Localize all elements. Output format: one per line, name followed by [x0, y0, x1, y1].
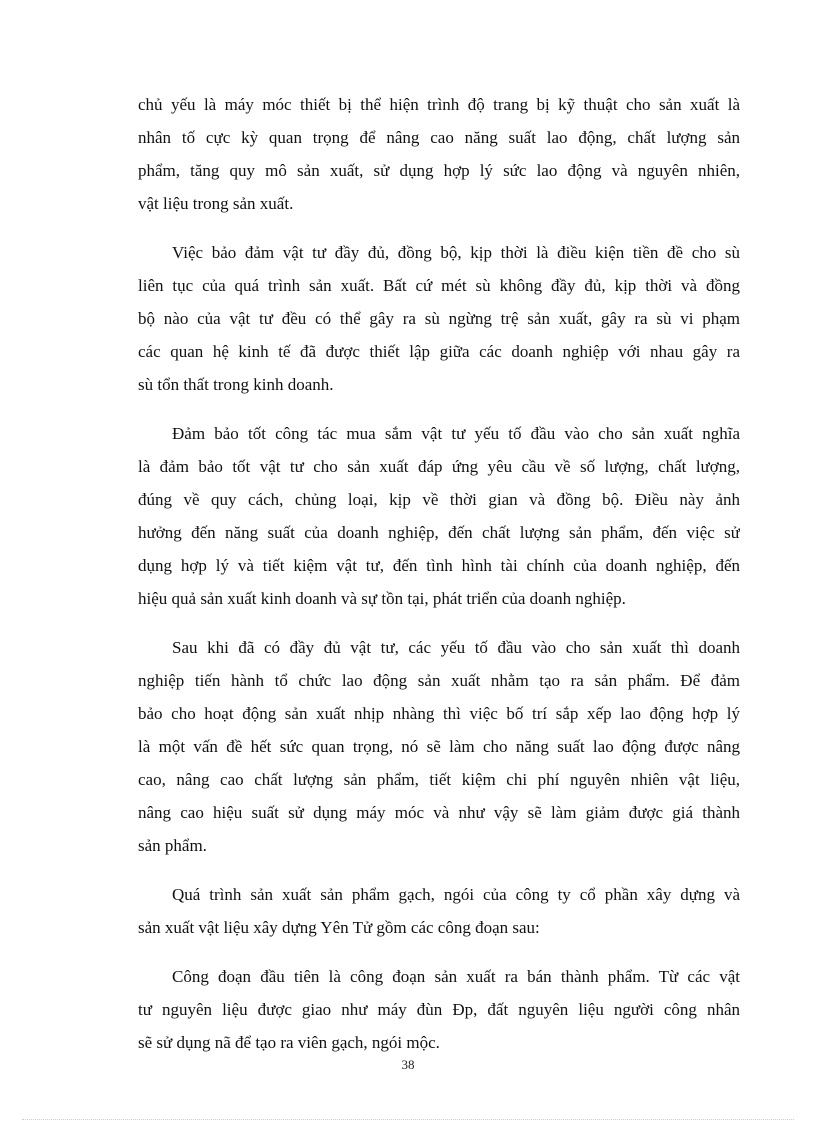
text-line: các quan hệ kinh tế đã được thiết lập giữa các doanh nghiệp với nhau gây ra	[138, 342, 740, 361]
document-body	[138, 88, 740, 1075]
text-line: Đảm bảo tốt công tác mua sắm vật tư yếu tố đầu vào cho sản xuất nghĩa	[172, 424, 740, 443]
text-line: phẩm, tăng quy mô sản xuất, sử dụng hợp lý sức lao động và nguyên nhiên,	[138, 161, 740, 180]
paragraph-5	[138, 878, 740, 944]
paragraph-4	[138, 631, 740, 862]
page-number: 38	[401, 1057, 415, 1072]
paragraph-2	[138, 236, 740, 401]
text-line: sù tổn thất trong kinh doanh.	[138, 375, 334, 394]
text-line: chủ yếu là máy móc thiết bị thể hiện trình độ trang bị kỹ thuật cho sản xuất là	[138, 95, 740, 114]
text-line: liên tục của quá trình sản xuất. Bất cứ mét sù không đầy đủ, kịp thời và đồng	[138, 276, 740, 295]
text-line: nghiệp tiến hành tổ chức lao động sản xuất nhằm tạo ra sản phẩm. Để đảm	[138, 671, 740, 690]
text-line: dụng hợp lý và tiết kiệm vật tư, đến tình hình tài chính của doanh nghiệp, đến	[138, 556, 740, 575]
paragraph-3	[138, 417, 740, 615]
text-line: sản phẩm.	[138, 836, 207, 855]
text-line: Công đoạn đầu tiên là công đoạn sản xuất ra bán thành phẩm. Từ các vật	[172, 967, 740, 986]
paragraph-6	[138, 960, 740, 1059]
text-line: bộ nào của vật tư đều có thể gây ra sù ngừng trệ sản xuất, gây ra sù vi phạm	[138, 309, 740, 328]
text-line: Việc bảo đảm vật tư đầy đủ, đồng bộ, kịp thời là điều kiện tiền đề cho sù	[172, 243, 740, 262]
text-line: Sau khi đã có đầy đủ vật tư, các yếu tố đầu vào cho sản xuất thì doanh	[172, 638, 740, 657]
text-line: hiệu quả sản xuất kinh doanh và sự tồn tại, phát triển của doanh nghiệp.	[138, 589, 626, 608]
text-line: vật liệu trong sản xuất.	[138, 194, 294, 213]
text-line: hưởng đến năng suất của doanh nghiệp, đến chất lượng sản phẩm, đến việc sử	[138, 523, 740, 542]
text-line: cao, nâng cao chất lượng sản phẩm, tiết kiệm chi phí nguyên nhiên vật liệu,	[138, 770, 740, 789]
text-line: Quá trình sản xuất sản phẩm gạch, ngói của công ty cổ phần xây dựng và	[172, 885, 740, 904]
paragraph-1	[138, 88, 740, 220]
text-line: là đảm bảo tốt vật tư cho sản xuất đáp ứng yêu cầu về số lượng, chất lượng,	[138, 457, 740, 476]
text-line: đúng về quy cách, chủng loại, kịp về thời gian và đồng bộ. Điều này ảnh	[138, 490, 740, 509]
text-line: sản xuất vật liệu xây dựng Yên Tử gồm các công đoạn sau:	[138, 918, 540, 937]
page-bottom-edge	[22, 1119, 794, 1120]
text-line: nhân tố cực kỳ quan trọng để nâng cao năng suất lao động, chất lượng sản	[138, 128, 740, 147]
text-line: sẽ sử dụng nã để tạo ra viên gạch, ngói mộc.	[138, 1033, 440, 1052]
text-line: bảo cho hoạt động sản xuất nhịp nhàng thì việc bố trí sắp xếp lao động hợp lý	[138, 704, 740, 723]
text-line: nâng cao hiệu suất sử dụng máy móc và như vậy sẽ làm giảm được giá thành	[138, 803, 740, 822]
text-line: là một vấn đề hết sức quan trọng, nó sẽ làm cho năng suất lao động được nâng	[138, 737, 740, 756]
text-line: tư nguyên liệu được giao như máy đùn Đp, đất nguyên liệu người công nhân	[138, 1000, 740, 1019]
